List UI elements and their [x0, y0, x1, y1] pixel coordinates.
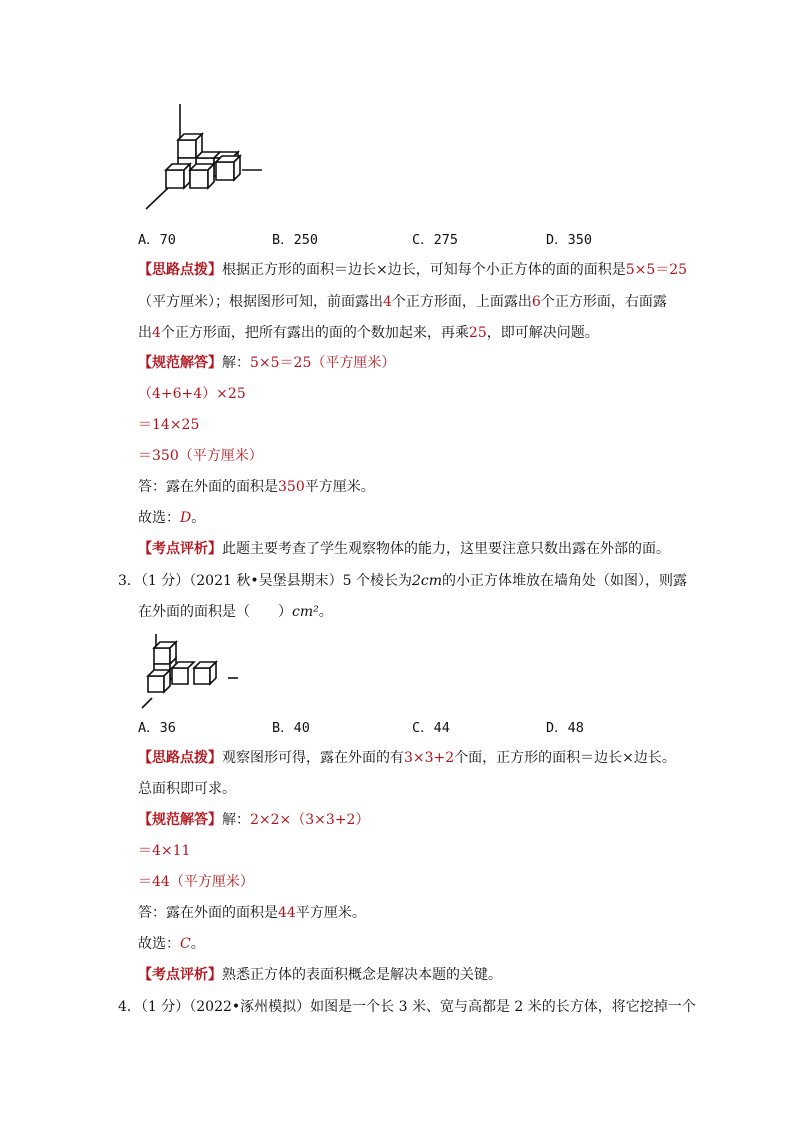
q2-hint-line-3: 出4个正方形面，把所有露出的面的个数加起来，再乘25，即可解决问题。 — [138, 325, 599, 341]
q2-option-c: C．275 — [412, 232, 459, 248]
q4-stem-line-1: 4．（1 分）（2022•涿州模拟）如图是一个长 3 米、宽与高都是 2 米的长方体，将它挖掉一个 — [118, 999, 696, 1015]
q3-option-c: C．44 — [412, 720, 450, 736]
q3-choice: 故选：C。 — [138, 936, 205, 952]
q2-hint-line-1: 【思路点拨】根据正方形的面积＝边长×边长，可知每个小正方体的面的面积是5×5＝25 — [138, 262, 688, 278]
q2-solution-line-2: （4+6+4）×25 — [138, 386, 246, 402]
q3-hint-line-2: 总面积即可求。 — [138, 781, 236, 797]
cube-stack-figure-2 — [138, 632, 248, 712]
q2-option-a: A．70 — [138, 232, 176, 248]
q3-stem-line-2: 在外面的面积是（ ）cm²。 — [138, 604, 333, 620]
q3-solution-line-1: 【规范解答】解：2×2×（3×3+2） — [138, 812, 370, 828]
q3-solution-line-3: ＝44（平方厘米） — [138, 874, 254, 890]
q2-options — [138, 228, 658, 248]
q2-solution-line-4: ＝350（平方厘米） — [138, 448, 263, 464]
q3-review: 【考点评析】熟悉正方体的表面积概念是解决本题的关键。 — [138, 967, 502, 983]
q3-hint-line-1: 【思路点拨】观察图形可得，露在外面的有3×3+2个面，正方形的面积＝边长×边长。 — [138, 750, 676, 766]
q2-choice: 故选：D。 — [138, 510, 206, 526]
q2-answer: 答：露在外面的面积是350平方厘米。 — [138, 479, 375, 495]
q3-solution-line-2: ＝4×11 — [138, 843, 191, 859]
q3-option-d: D．48 — [546, 720, 584, 736]
q2-review: 【考点评析】此题主要考查了学生观察物体的能力，这里要注意只数出露在外部的面。 — [138, 541, 670, 557]
cube-stack-figure-1 — [138, 100, 268, 215]
q2-solution-line-1: 【规范解答】解：5×5＝25（平方厘米） — [138, 355, 396, 371]
q2-option-b: B．250 — [272, 232, 319, 248]
q2-hint-line-2: （平方厘米）；根据图形可知，前面露出4个正方形面，上面露出6个正方形面，右面露 — [138, 294, 667, 310]
q2-option-d: D．350 — [546, 232, 593, 248]
q3-options — [138, 716, 658, 736]
q2-solution-line-3: ＝14×25 — [138, 417, 200, 433]
q3-option-a: A．36 — [138, 720, 176, 736]
q3-answer: 答：露在外面的面积是44平方厘米。 — [138, 905, 366, 921]
q3-stem-line-1: 3．（1 分）（2021 秋•吴堡县期末）5 个棱长为2cm的小正方体堆放在墙角处（如图），则露 — [118, 573, 687, 589]
q3-option-b: B．40 — [272, 720, 310, 736]
